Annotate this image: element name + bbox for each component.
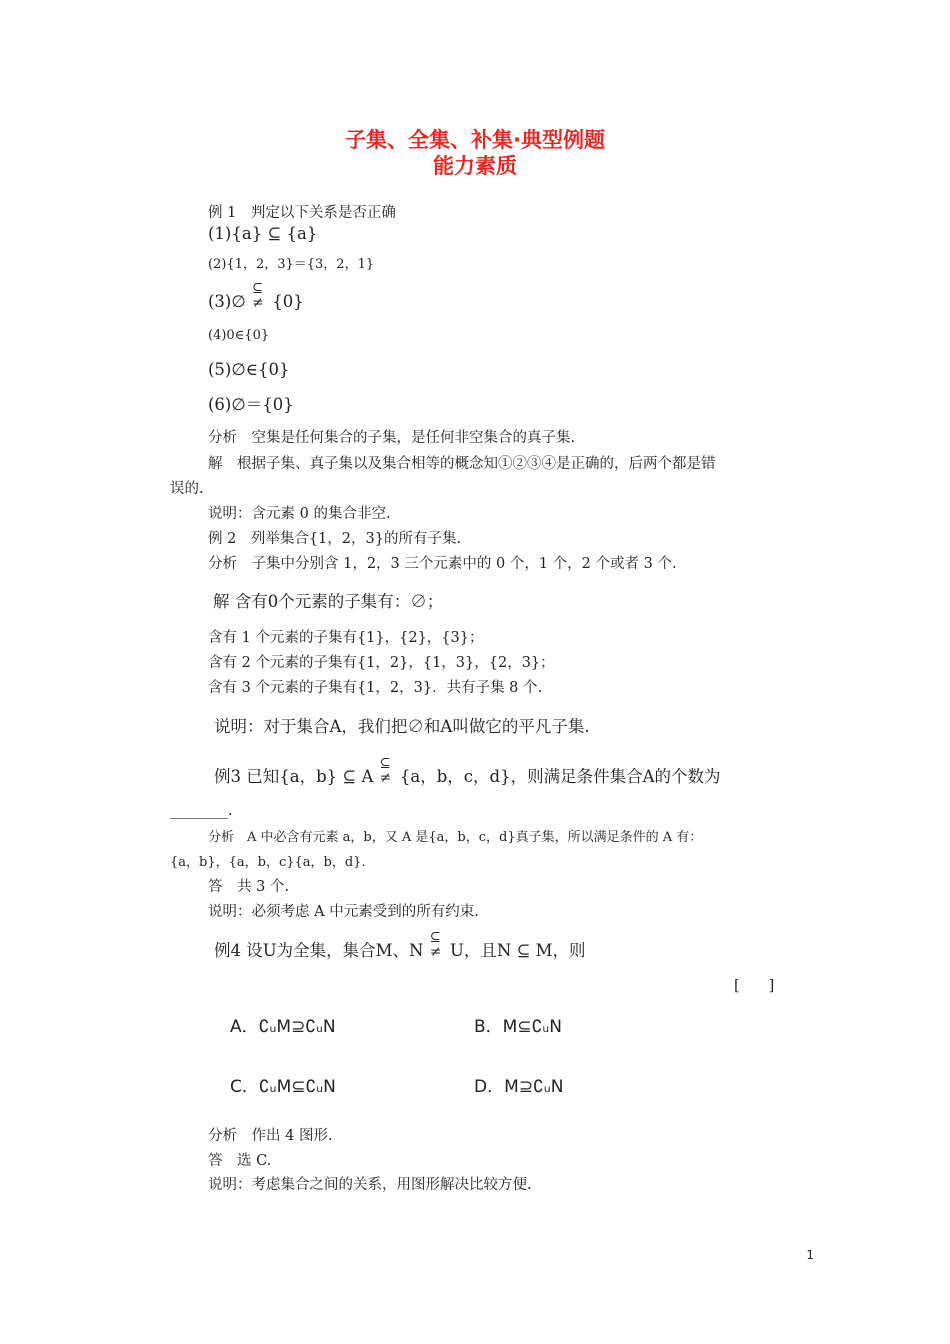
- ex1-solution-line1: 解 根据子集、真子集以及集合相等的概念知①②③④是正确的，后两个都是错: [208, 456, 716, 472]
- ex3-heading-left: 例3 已知{a，b} ⊆ A: [214, 767, 374, 786]
- subset-glyph: ⊆: [252, 281, 263, 296]
- not-equal-glyph: ≠: [379, 770, 392, 786]
- ex3-blank: ________.: [170, 803, 233, 819]
- ex2-solution: 解 含有0个元素的子集有：∅；: [213, 592, 444, 611]
- ex2-line-3: 含有 3 个元素的子集有{1，2，3}．共有子集 8 个.: [208, 680, 543, 696]
- ex3-heading-right: {a，b，c，d}，则满足条件集合A的个数为: [399, 767, 721, 786]
- document-title: 子集、全集、补集·典型例题: [345, 128, 605, 152]
- option-c: C．∁ᵤM⊆∁ᵤN: [230, 1077, 336, 1097]
- ex4-heading-right: U，且N ⊆ M，则: [449, 941, 586, 960]
- ex1-item-2: (2){1，2，3}＝{3，2，1}: [208, 257, 375, 272]
- document-subtitle: 能力素质: [433, 154, 517, 178]
- proper-subset-symbol: [379, 756, 395, 786]
- option-a: A．∁ᵤM⊇∁ᵤN: [230, 1017, 336, 1037]
- ex4-analysis: 分析 作出 4 图形.: [208, 1128, 333, 1144]
- ex1-note: 说明：含元素 0 的集合非空.: [208, 506, 391, 522]
- ex4-note: 说明：考虑集合之间的关系，用图形解决比较方便.: [208, 1177, 532, 1193]
- page-number: 1: [806, 1248, 814, 1262]
- ex1-heading: 例 1 判定以下关系是否正确: [208, 205, 396, 221]
- proper-subset-symbol: [251, 281, 267, 311]
- ex3-note: 说明：必须考虑 A 中元素受到的所有约束.: [208, 904, 479, 920]
- option-d: D．M⊇∁ᵤN: [474, 1077, 564, 1097]
- answer-bracket: [ ]: [734, 978, 775, 994]
- ex4-heading-left: 例4 设U为全集，集合M、N: [214, 941, 424, 960]
- not-equal-glyph: ≠: [429, 944, 442, 960]
- ex1-item-6: (6)∅＝{0}: [208, 395, 294, 414]
- ex1-item-1: (1){a} ⊆ {a}: [208, 224, 318, 243]
- ex1-item-3: [208, 281, 304, 311]
- ex2-analysis: 分析 子集中分别含 1，2，3 三个元素中的 0 个，1 个，2 个或者 3 个.: [208, 556, 677, 572]
- ex2-line-1: 含有 1 个元素的子集有{1}，{2}，{3}；: [208, 630, 484, 646]
- ex1-solution-line2: 误的.: [170, 481, 204, 497]
- ex3-heading: [214, 756, 721, 787]
- ex3-answer: 答 共 3 个.: [208, 879, 290, 895]
- proper-subset-symbol: [429, 930, 445, 960]
- ex1-analysis: 分析 空集是任何集合的子集，是任何非空集合的真子集.: [208, 430, 576, 446]
- not-equal-glyph: ≠: [252, 295, 264, 311]
- ex4-heading: [214, 930, 586, 961]
- ex4-answer: 答 选 C.: [208, 1153, 272, 1169]
- ex3-analysis-line1: 分析 A 中必含有元素 a，b，又 A 是{a，b，c，d}真子集，所以满足条件的 A 有：: [208, 830, 703, 845]
- subset-glyph: ⊆: [429, 930, 441, 945]
- ex1-item-3-right: {0}: [272, 292, 304, 311]
- option-b: B．M⊆∁ᵤN: [474, 1017, 562, 1037]
- ex2-heading: 例 2 列举集合{1，2，3}的所有子集.: [208, 531, 462, 547]
- ex1-item-4: (4)0∈{0}: [208, 328, 270, 343]
- ex3-analysis-line2: {a，b}，{a，b，c}{a，b，d}.: [170, 855, 366, 870]
- ex2-line-2: 含有 2 个元素的子集有{1，2}，{1，3}，{2，3}；: [208, 655, 555, 671]
- ex2-note: 说明：对于集合A，我们把∅和A叫做它的平凡子集.: [214, 717, 590, 736]
- ex1-item-5: (5)∅∈{0}: [208, 360, 290, 379]
- ex1-item-3-left: (3)∅: [208, 292, 246, 311]
- subset-glyph: ⊆: [379, 756, 391, 771]
